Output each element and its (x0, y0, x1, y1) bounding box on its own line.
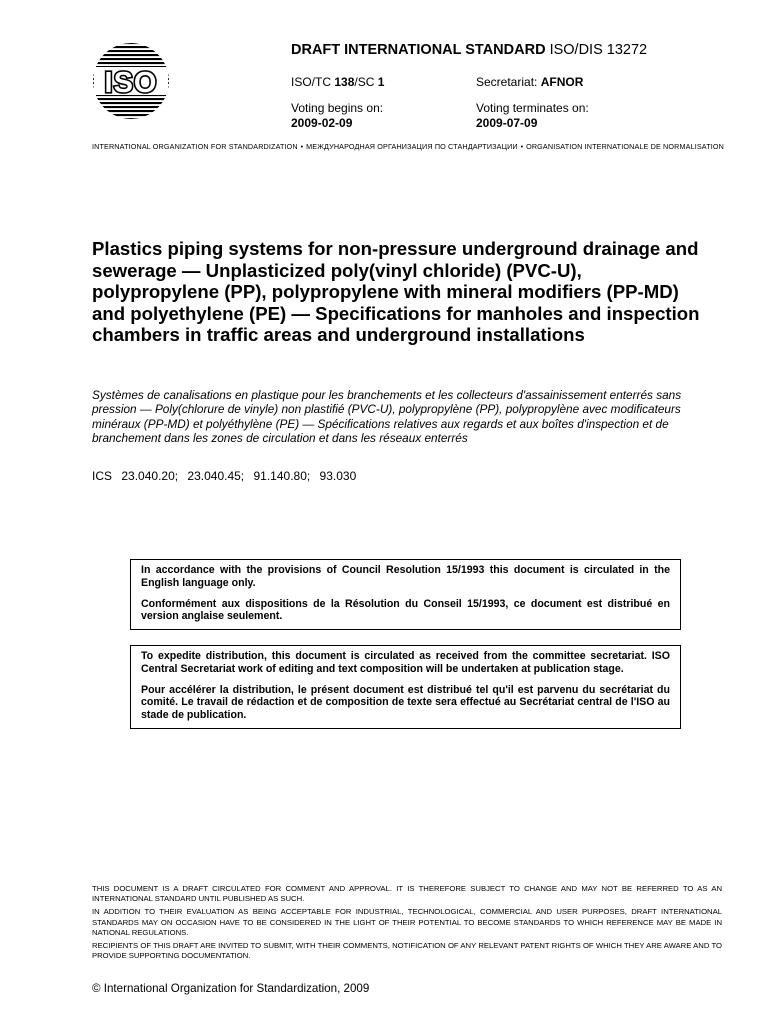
iso-logo (92, 42, 170, 120)
voting-terminates-date: 2009-07-09 (476, 116, 538, 130)
voting-terminates-label: Voting terminates on: (476, 101, 589, 115)
org-name-russian: МЕЖДУНАРОДНАЯ ОРГАНИЗАЦИЯ ПО СТАНДАРТИЗАЦИИ (306, 142, 518, 151)
disclaimer-paragraph: THIS DOCUMENT IS A DRAFT CIRCULATED FOR COMMENT AND APPROVAL. IT IS THEREFORE SUBJECT TO CHANGE AND MAY NOT BE REFERRED TO AS AN INTERNATIONAL STANDARD UNTIL PUBLISHED AS SUCH. (92, 884, 722, 904)
ics-code: 23.040.20; (121, 469, 179, 483)
disclaimer-paragraph: RECIPIENTS OF THIS DRAFT ARE INVITED TO SUBMIT, WITH THEIR COMMENTS, NOTIFICATION OF ANY RELEVANT PATENT RIGHTS OF WHICH THEY ARE AWARE AND TO PROVIDE SUPPORTING DOCUMENTATION. (92, 941, 722, 961)
language-notice-french: Conformément aux dispositions de la Résolution du Conseil 15/1993, ce document est distribué en version anglaise seulement. (141, 597, 670, 623)
ics-code: 23.040.45; (187, 469, 245, 483)
secretariat-label: Secretariat: (476, 75, 541, 89)
voting-begins-label: Voting begins on: (291, 101, 384, 115)
committee-tc: 138 (334, 75, 355, 89)
voting-begins-date: 2009-02-09 (291, 116, 353, 130)
ics-label: ICS (92, 469, 113, 483)
ics-code: 91.140.80; (253, 469, 311, 483)
document-title-french: Systèmes de canalisations en plastique pour les branchements et les collecteurs d'assainissement enterrés sans pression — Poly(chlorure de vinyle) non plastifié (PVC-U), polypropylène (PP), polypropylène avec modificateurs minéraux (PP-MD) et polyéthylène (PE) — Spécifications relatives aux regards et aux boîtes d'inspection et de branchement dans les zones de circulation et dans les réseaux enterrés (92, 388, 682, 446)
committee-prefix: ISO/TC (291, 75, 335, 89)
language-notice-box (130, 559, 681, 630)
org-bullet: • (520, 142, 524, 151)
iso-logo-graphic (92, 42, 170, 120)
standard-type: DRAFT INTERNATIONAL STANDARD (291, 42, 546, 58)
org-name-french: ORGANISATION INTERNATIONALE DE NORMALISATION (526, 142, 724, 151)
language-notice-english: In accordance with the provisions of Council Resolution 15/1993 this document is circulated in the English language only. (141, 564, 670, 589)
org-name-english: INTERNATIONAL ORGANIZATION FOR STANDARDIZATION (92, 142, 298, 151)
committee-sep: /SC (354, 75, 378, 89)
org-bullet: • (300, 142, 304, 151)
ics-code: 93.030 (319, 469, 357, 483)
standard-number: ISO/DIS 13272 (549, 42, 648, 58)
secretariat (476, 75, 583, 89)
draft-disclaimer (92, 884, 722, 964)
ics-codes (92, 469, 356, 483)
document-title: Plastics piping systems for non-pressure underground drainage and sewerage — Unplasticized poly(vinyl chloride) (PVC-U), polypropylene (PP), polypropylene with mineral modifiers (PP-MD) and polyethylene (PE) — Specifications for manholes and inspection chambers in traffic areas and underground installations (92, 238, 700, 345)
committee-sc: 1 (377, 75, 385, 89)
distribution-notice-french: Pour accélérer la distribution, le présent document est distribué tel qu'il est parvenu du secrétariat du comité. Le travail de rédaction et de composition de texte sera effectué au Secrétariat central de l'ISO au stade de publication. (141, 683, 670, 722)
iso-logo-text: ISO (104, 67, 158, 99)
copyright-notice: © International Organization for Standardization, 2009 (92, 982, 370, 995)
secretariat-value: AFNOR (540, 75, 584, 89)
disclaimer-paragraph: IN ADDITION TO THEIR EVALUATION AS BEING ACCEPTABLE FOR INDUSTRIAL, TECHNOLOGICAL, COMMERCIAL AND USER PURPOSES, DRAFT INTERNATIONAL STANDARDS MAY ON OCCASION HAVE TO BE CONSIDERED IN THE LIGHT OF THEIR POTENTIAL TO BECOME STANDARDS TO WHICH REFERENCE MAY BE MADE IN NATIONAL REGULATIONS. (92, 907, 722, 937)
organization-line (92, 142, 724, 151)
distribution-notice-box (130, 645, 681, 729)
standard-heading (291, 42, 647, 58)
distribution-notice-english: To expedite distribution, this document is circulated as received from the committee secretariat. ISO Central Secretariat work of editing and text composition will be undertaken at publication stage. (141, 650, 670, 675)
committee (291, 75, 384, 89)
